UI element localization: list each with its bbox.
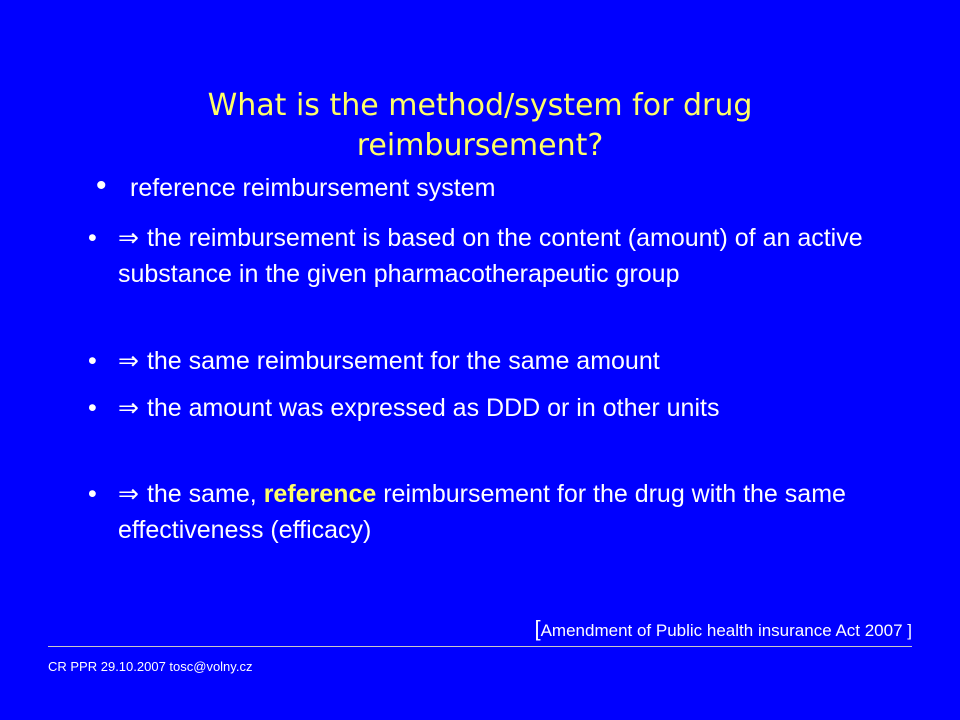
bullet-item <box>88 343 888 379</box>
bullet-text: the reimbursement is based on the content (amount) of an active substance in the given pharmacotherapeutic group <box>118 224 863 288</box>
implies-arrow-icon: ⇒ <box>118 479 139 508</box>
bullet-text: reference reimbursement system <box>130 174 496 202</box>
citation-close-bracket: ] <box>907 621 912 640</box>
bullet-text: reimbursement for the drug with the same effectiveness (efficacy) <box>118 480 846 544</box>
implies-arrow-icon: ⇒ <box>118 393 139 422</box>
bullet-text: the same reimbursement for the same amount <box>146 347 660 375</box>
bullet-dot: • <box>88 394 97 422</box>
implies-arrow-icon: ⇒ <box>118 346 139 375</box>
bullet-item <box>88 220 888 292</box>
slide-title: What is the method/system for drug reimbursement? <box>207 88 753 163</box>
citation-open-bracket: [ <box>534 616 541 641</box>
highlighted-term: reference <box>263 480 377 508</box>
bullet-dot: • <box>88 224 97 252</box>
citation-text: Amendment of Public health insurance Act 2007 <box>540 621 908 640</box>
bullet-item <box>88 390 888 426</box>
footer-text: CR PPR 29.10.2007 tosc@volny.cz <box>48 659 253 674</box>
bullet-dot: • <box>96 169 107 202</box>
bullet-dot: • <box>88 480 97 508</box>
bullet-text: the same, <box>146 480 264 508</box>
source-citation <box>534 618 912 642</box>
implies-arrow-icon: ⇒ <box>118 223 139 252</box>
footer-divider <box>48 646 912 647</box>
bullet-text: the amount was expressed as DDD or in other units <box>146 394 720 422</box>
bullet-item <box>88 170 888 206</box>
bullet-dot: • <box>88 347 97 375</box>
bullet-item <box>88 476 888 548</box>
